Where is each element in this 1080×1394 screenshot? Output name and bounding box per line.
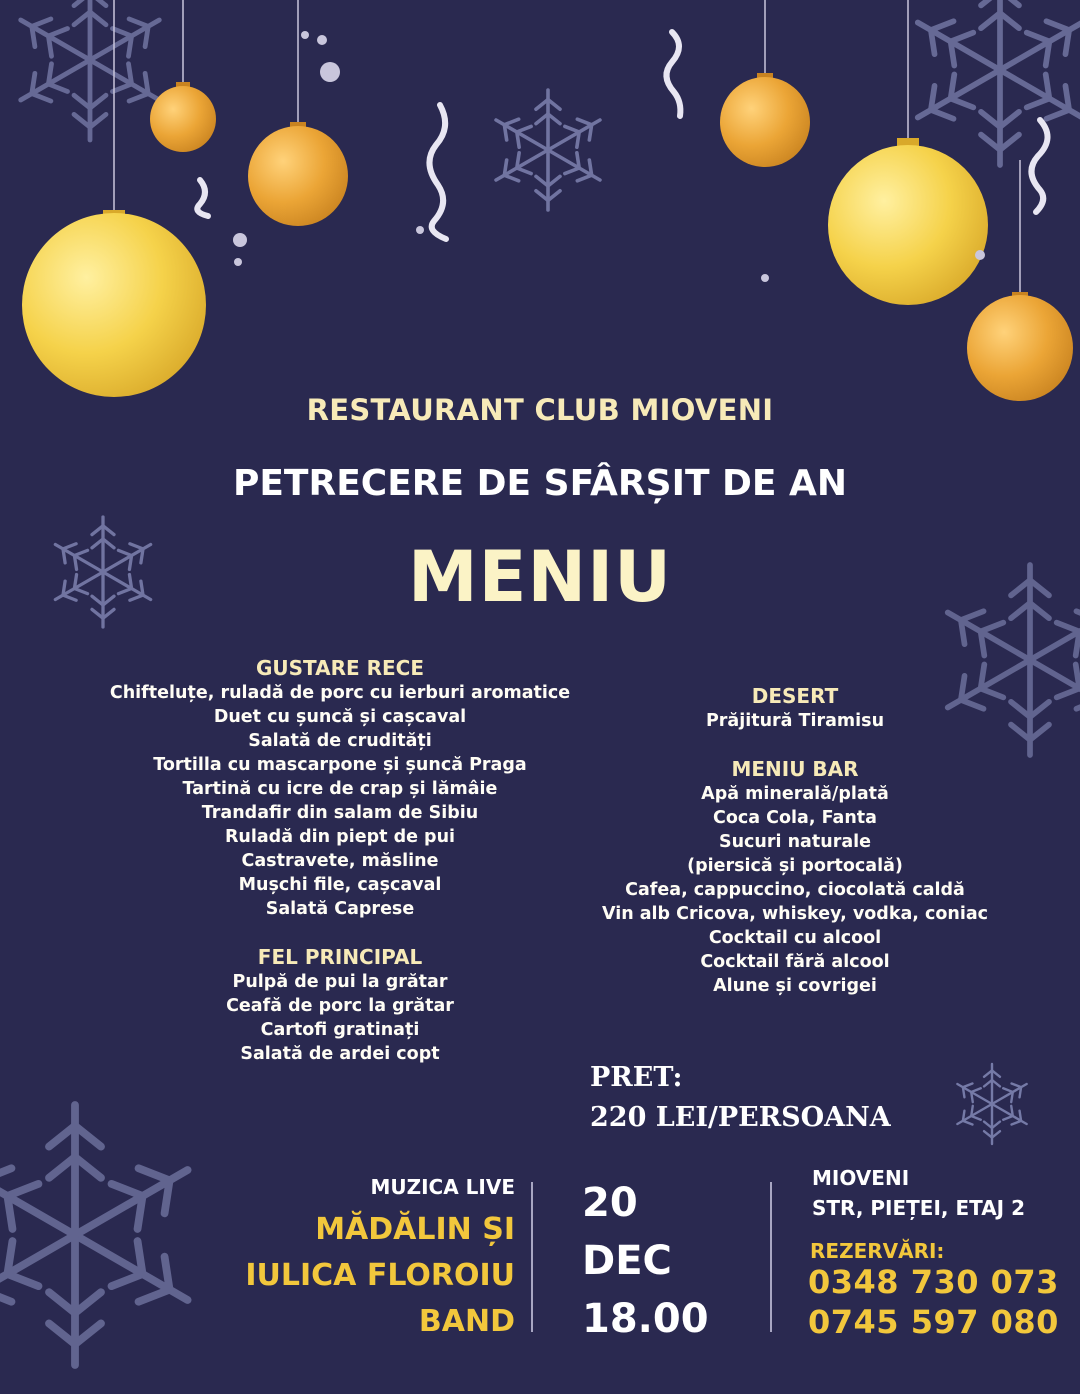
snowflake-icon (953, 1064, 1030, 1144)
menu-item: Cocktail fără alcool (700, 952, 890, 972)
band-name-line: IULICA FLOROIU (245, 1258, 515, 1293)
event-title: PETRECERE DE SFÂRȘIT DE AN (232, 463, 848, 504)
address (812, 1163, 1025, 1223)
ornament-ball-icon (828, 138, 988, 305)
snowflake-icon (490, 90, 606, 210)
menu-item: Trandafir din salam de Sibiu (201, 803, 479, 823)
menu-right-column (580, 684, 1010, 998)
snowflake-icon (0, 1105, 201, 1365)
menu-item: Duet cu șuncă și cașcaval (213, 707, 467, 727)
menu-item: Ruladă din piept de pui (224, 827, 456, 847)
menu-item: Cafea, cappuccino, ciocolată caldă (625, 880, 965, 900)
ornament-ball-icon (720, 73, 810, 167)
menu-item: Sucuri naturale (718, 832, 871, 852)
section-title-dessert: DESERT (751, 684, 839, 708)
menu-item: Tortilla cu mascarpone și șuncă Praga (153, 755, 527, 775)
phone-number: 0745 597 080 (808, 1303, 1059, 1341)
snowflake-icon (13, 0, 168, 140)
section-title-cold-appetizers: GUSTARE RECE (255, 656, 425, 680)
reservations-label: REZERVĂRI: (810, 1239, 945, 1263)
menu-item: Tartină cu icre de crap și lămâie (182, 779, 498, 799)
menu-item: Castravete, măsline (241, 851, 439, 871)
menu-left-column (80, 656, 600, 1066)
address-city: MIOVENI (812, 1166, 910, 1190)
menu-item: Salată de ardei copt (240, 1044, 440, 1064)
menu-item: Cocktail cu alcool (708, 928, 882, 948)
live-music-label: MUZICA LIVE (370, 1175, 515, 1199)
section-title-bar-menu: MENIU BAR (731, 757, 859, 781)
menu-item: (piersică și portocală) (687, 856, 903, 876)
price-value: 220 LEI/PERSOANA (590, 1102, 891, 1133)
ribbon-streamer-icon (1031, 120, 1047, 212)
section-title-main-course: FEL PRINCIPAL (257, 945, 423, 969)
menu-item: Prăjitură Tiramisu (705, 711, 885, 731)
menu-item: Alune și covrigei (713, 976, 877, 996)
divider-right (770, 1182, 772, 1332)
menu-item: Pulpă de pui la grătar (232, 972, 448, 992)
menu-item: Salată de crudități (248, 731, 432, 751)
phone-number: 0348 730 073 (808, 1263, 1059, 1301)
price-block (590, 1058, 891, 1138)
date-month: DEC (582, 1238, 672, 1284)
ornament-ball-icon (22, 210, 206, 397)
event-time: 18.00 (582, 1296, 709, 1342)
date-day: 20 (582, 1180, 638, 1226)
menu-item: Cartofi gratinați (260, 1020, 420, 1040)
menu-item: Apă minerală/plată (701, 784, 889, 804)
ornament-ball-icon (150, 82, 216, 152)
menu-item: Ceafă de porc la grătar (226, 996, 454, 1016)
menu-item: Chifteluțe, ruladă de porc cu ierburi aromatice (109, 683, 571, 703)
address-street: STR, PIEȚEI, ETAJ 2 (812, 1196, 1025, 1220)
menu-item: Coca Cola, Fanta (713, 808, 877, 828)
divider-left (531, 1182, 533, 1332)
menu-item: Mușchi file, cașcaval (238, 875, 442, 895)
event-date (582, 1174, 709, 1348)
ornament-ball-icon (248, 122, 348, 226)
ribbon-streamer-icon (197, 180, 208, 216)
band-name (245, 1207, 515, 1345)
band-name-line: BAND (418, 1304, 515, 1339)
menu-item: Vin alb Cricova, whiskey, vodka, coniac (601, 904, 989, 924)
menu-title: MENIU (408, 536, 672, 618)
menu-item: Salată Caprese (265, 899, 415, 919)
ornament-ball-icon (967, 292, 1073, 401)
ribbon-streamer-icon (666, 32, 680, 116)
ribbon-streamer-icon (429, 105, 446, 239)
restaurant-name: RESTAURANT CLUB MIOVENI (306, 393, 774, 427)
band-name-line: MĂDĂLIN ȘI (315, 1212, 515, 1247)
snowflake-icon (908, 0, 1080, 165)
price-label: PRET: (590, 1062, 683, 1093)
